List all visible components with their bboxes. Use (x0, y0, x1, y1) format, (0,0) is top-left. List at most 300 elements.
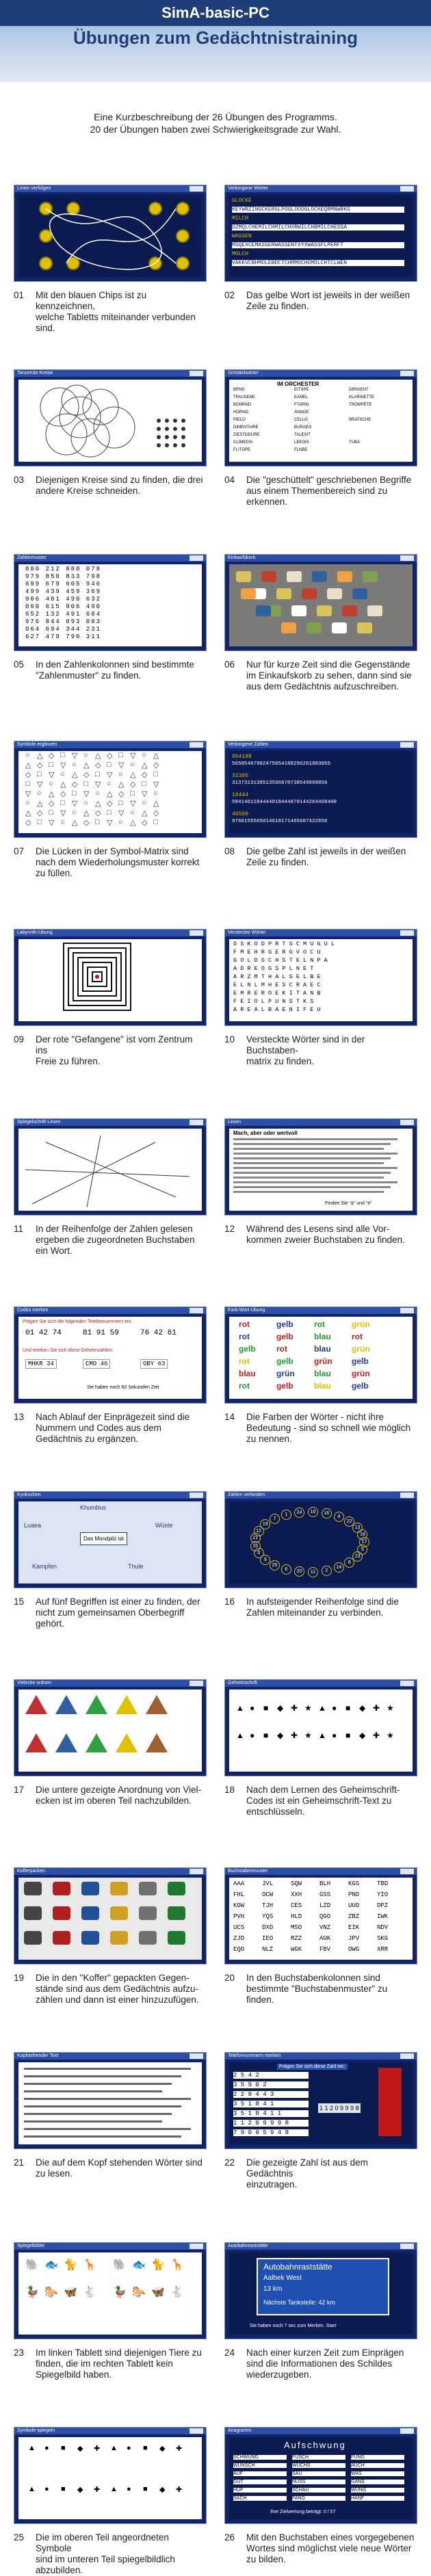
secret-code: OBY 63 (140, 1359, 168, 1369)
screen-content (229, 2062, 413, 2144)
symbol-cell: □ (60, 799, 65, 807)
word-row: MSQEXCEMASSERWASSENTXYXWASSFLPERFT (232, 242, 404, 248)
symbol-cell: □ (83, 780, 88, 788)
letter-row: A R E A L B A E N I F E U (233, 1006, 321, 1013)
screen-titlebar (225, 2428, 417, 2434)
screen-titlebar (225, 2243, 417, 2250)
symbol-cell: ◇ (72, 780, 78, 789)
letter-cell: UCS (233, 1924, 245, 1931)
exercise-screenshot (224, 185, 417, 282)
number-node[interactable]: 15 (250, 1541, 261, 1551)
solved-word: DIRIGENT (349, 388, 369, 392)
exercise-card (14, 2427, 207, 2576)
symbol-cell: ○ (60, 770, 65, 778)
letter-cell: FBV (319, 1946, 331, 1953)
cipher-glyph: ▲ (236, 1731, 244, 1740)
exercise-description: Nach einer kurzen Zeit zum Einprägen sind die Informationen des Schildes wiederzugeben. (246, 2348, 404, 2380)
polygon-shape[interactable] (55, 1733, 77, 1752)
symbol-cell: ◇ (49, 752, 55, 760)
packed-item-icon (110, 1931, 128, 1945)
exercise-card (224, 1679, 417, 1817)
exercise-description: Während des Lesens sind alle Vor- kommen zweier Buchstaben zu finden. (246, 1224, 405, 1245)
symbol-cell: △ (153, 800, 159, 808)
text-line (233, 1172, 391, 1174)
exercise-screenshot (224, 2427, 417, 2524)
mirror-symbol: ◆ (77, 2445, 83, 2453)
exercise-caption (14, 475, 207, 497)
scrambled-word: CELLO (294, 418, 308, 422)
polygon-shape[interactable] (86, 1695, 107, 1714)
packed-item-icon (53, 1882, 70, 1895)
scrambled-word: LEEOIS (294, 441, 309, 445)
symbol-cell: ○ (142, 799, 146, 807)
exercise-caption (224, 475, 417, 508)
symbol-cell: ○ (60, 818, 65, 826)
exercise-screenshot (224, 1306, 417, 1404)
symbol-cell: ◇ (95, 761, 101, 770)
screen-title: Zahlen verbinden (228, 1493, 265, 1497)
anagram-entry: WUCHS (292, 2463, 345, 2468)
basket-item-icon (256, 605, 271, 616)
symbol-cell: △ (130, 771, 136, 779)
letter-cell: DPZ (377, 1902, 389, 1909)
letter-cell: EIK (348, 1924, 360, 1931)
screen-title: Verborgene Wörter (228, 186, 269, 191)
phone-number: 76 42 61 (140, 1329, 177, 1337)
screen-titlebar (225, 370, 417, 377)
symbol-cell: ◇ (153, 809, 159, 817)
animal-icon: 🦆 (25, 2287, 39, 2298)
packed-item-icon (139, 1882, 157, 1895)
mirror-symbol: ▲ (110, 2444, 118, 2452)
symbol-cell: ▽ (153, 780, 159, 789)
screen-content (18, 564, 202, 646)
symbol-cell: ▽ (130, 752, 136, 760)
animal-icon: 🐎 (132, 2287, 146, 2298)
screen-title: Tanzende Kreise (17, 371, 53, 376)
word-row: KEYWRZINGCKERGLPOGLOODGLOCKEQRMNWRKG (232, 207, 404, 213)
basket-item-icon (317, 605, 332, 616)
exercise-number: 08 (224, 846, 235, 856)
screen-content (18, 1129, 202, 1211)
number-row: 979 850 833 798 (25, 573, 102, 580)
symbol-cell: △ (49, 790, 55, 798)
symbol-cell: ○ (83, 751, 88, 759)
polygon-shape[interactable] (25, 1733, 47, 1752)
symbol-cell: △ (72, 819, 78, 827)
exercise-number: 22 (224, 2157, 235, 2168)
anagram-entry: FUNG (351, 2455, 404, 2460)
color-word: grün (352, 1369, 370, 1378)
number-node[interactable]: 25 (270, 1560, 280, 1570)
symbol-cell: ▽ (49, 771, 55, 779)
exercise-screenshot (224, 1491, 417, 1588)
exercise-description: Nur für kurze Zeit sind die Gegenstände im Einkaufskorb zu sehen, dann sind sie aus dem Gedächtnis aufzuschreiben. (246, 659, 412, 692)
symbol-cell: △ (95, 800, 101, 808)
symbol-cell: △ (37, 752, 43, 760)
symbol-cell: □ (72, 789, 77, 798)
mirror-symbol: ◆ (159, 2486, 166, 2494)
number-node[interactable]: 3 (254, 1548, 264, 1558)
screen-content (229, 1690, 413, 1772)
animal-icon: 🦋 (151, 2287, 165, 2298)
app-logo-icon (190, 930, 203, 936)
number-node[interactable]: 5 (357, 1545, 367, 1555)
term-word: Khumbus (80, 1504, 107, 1511)
color-word: gelb (276, 1356, 293, 1366)
symbol-cell: ○ (153, 789, 158, 798)
animal-icon: 🦋 (64, 2287, 77, 2298)
letter-cell: IWK (377, 1913, 389, 1920)
polygon-shape[interactable] (86, 1733, 107, 1752)
screen-titlebar (225, 2053, 417, 2060)
symbol-cell: △ (25, 809, 31, 817)
exercise-description: Versteckte Wörter sind in der Buchstaben- matrix zu finden. (246, 1034, 365, 1066)
number-line: 5841461184444018444870144264468400 (232, 800, 337, 805)
color-word: gelb (276, 1381, 293, 1391)
symbol-cell: ◇ (49, 800, 55, 808)
anagram-entry: FANG (292, 2496, 345, 2501)
color-word: rot (239, 1356, 250, 1366)
number-node[interactable]: 8 (344, 1558, 354, 1568)
animal-icon: 🐇 (83, 2287, 96, 2298)
exercise-caption (14, 1785, 207, 1806)
symbol-cell: △ (142, 809, 148, 817)
screen-title: Buchstabenmuster (228, 1869, 268, 1874)
animal-icon: 🐘 (113, 2259, 127, 2271)
symbol-cell: □ (37, 818, 42, 826)
scrambled-word: EITSPE (294, 388, 309, 392)
anagram-entry: GUT (233, 2480, 287, 2484)
cipher-glyph: ◆ (359, 1703, 366, 1713)
screen-title: Versteckte Wörter (228, 930, 266, 935)
exercise-number: 06 (224, 659, 235, 670)
number-line: 9760155565014610171465607422656 (232, 819, 328, 824)
letter-cell: VNZ (319, 1924, 331, 1931)
screen-content (18, 1690, 202, 1772)
number-node[interactable]: 10 (308, 1507, 318, 1517)
screen-titlebar (225, 1492, 417, 1499)
symbol-cell: ▽ (49, 819, 55, 827)
phone-row: 3 5 9 0 2 (233, 2081, 309, 2088)
phone-row: 2 5 4 2 (233, 2072, 309, 2079)
exercise-caption (224, 659, 417, 692)
text-line (233, 1181, 397, 1183)
app-logo-icon (400, 1120, 414, 1125)
number-node[interactable]: 18 (357, 1529, 367, 1540)
exercise-caption (14, 1224, 207, 1257)
upside-down-line (24, 2075, 181, 2077)
number-row: 880 212 880 078 (25, 566, 102, 573)
sign-next: Nächste Tankstelle: 42 km (263, 2299, 335, 2306)
exercise-description: Diejenigen Kreise sind zu finden, die drei andere Kreise schneiden. (36, 475, 203, 496)
app-logo-icon (190, 1493, 203, 1498)
screen-titlebar (225, 1680, 417, 1687)
anagram-entry: SAU (292, 2471, 345, 2476)
exercise-card (224, 554, 417, 692)
letter-cell: XXH (291, 1891, 302, 1898)
number-node[interactable]: 2 (322, 1566, 332, 1576)
scrambled-word: BONPAEI (233, 403, 252, 407)
anagram-entry: NUSS (292, 2480, 345, 2484)
scrambled-word: CLIMEDSI (233, 441, 253, 445)
screen-content (229, 939, 413, 1021)
screen-title: Kofferpacken (17, 1869, 46, 1874)
color-word: rot (239, 1319, 250, 1329)
screen-content (18, 1878, 202, 1960)
mirror-symbol: ▲ (110, 2485, 118, 2493)
symbol-cell: ○ (83, 799, 88, 807)
polygon-shape[interactable] (146, 1695, 168, 1714)
letter-cell: SKG (377, 1935, 389, 1942)
anagram-entry: WUNG (351, 2488, 404, 2493)
anagram-entry: HUF (233, 2488, 287, 2493)
scrambled-word: TPAUSENE (233, 395, 255, 399)
packed-item-icon (81, 1931, 99, 1945)
basket-item-icon (352, 588, 367, 599)
symbol-cell: ▽ (60, 761, 66, 770)
screen-content (229, 751, 413, 833)
symbol-cell: △ (25, 761, 31, 770)
exercise-number: 16 (224, 1596, 235, 1607)
letter-row: E M R E R O E K I T A N B (233, 990, 321, 997)
anagram-entry: WUNSCH (233, 2463, 287, 2468)
app-logo-icon (190, 1681, 203, 1686)
symbol-cell: ▽ (83, 790, 90, 798)
cipher-glyph: ● (250, 1703, 255, 1713)
mirror-symbol: ✚ (176, 2486, 183, 2494)
number-row: 627 479 790 311 (25, 633, 102, 640)
exercise-card (14, 1867, 207, 2006)
number-line: 3137313138513596870738549899856 (232, 780, 328, 786)
packed-item-icon (81, 1882, 99, 1895)
phone-row: 2 2 8 4 4 3 (233, 2091, 309, 2098)
word-row: MILCH (232, 215, 249, 222)
symbol-cell: ○ (130, 761, 135, 769)
number-row: 906 401 490 632 (25, 596, 102, 603)
basket-item-icon (281, 622, 296, 633)
symbol-cell: ▽ (118, 761, 125, 770)
exercise-card (14, 2242, 207, 2380)
symbol-cell: ◇ (37, 761, 43, 770)
animal-icon: 🐈 (64, 2259, 77, 2271)
exercise-description: Die Farben der Wörter - nicht ihre Bedeutung - sind so schnell wie möglich zu nennen. (246, 1412, 411, 1444)
number-node[interactable]: 11 (308, 1567, 318, 1577)
upside-down-line (24, 2120, 162, 2122)
anagram-entry: AUCH (351, 2463, 404, 2468)
exercise-card (224, 2427, 417, 2565)
screen-titlebar (14, 555, 206, 562)
tangle-lines (18, 195, 202, 278)
anagram-entry: GANS (351, 2480, 404, 2484)
color-word: grün (314, 1356, 332, 1366)
screen-content (229, 380, 413, 462)
mirror-symbol: ■ (61, 2444, 66, 2452)
color-word: grün (276, 1369, 295, 1378)
symbol-cell: □ (118, 799, 123, 807)
exercise-screenshot (14, 929, 207, 1026)
exercise-caption (224, 846, 417, 868)
exercise-card (224, 1867, 417, 2006)
basket-item-icon (236, 571, 251, 582)
screen-content (229, 1878, 413, 1960)
topic-heading: IM ORCHESTER (277, 381, 319, 387)
number-node[interactable]: 4 (334, 1512, 344, 1522)
animal-icon: 🦆 (113, 2287, 127, 2298)
symbol-cell: □ (25, 780, 30, 788)
page-title: SimA-basic-PC (161, 4, 270, 21)
number-node[interactable]: 13 (352, 1523, 363, 1533)
word-row: VAKKVCBHMOLEBDCTCHMMOCHOMOLCHTCLWEN (232, 260, 404, 266)
symbol-cell: ▽ (60, 809, 66, 817)
letter-cell: PND (348, 1891, 360, 1898)
screen-content (18, 380, 202, 462)
number-node[interactable]: 19 (260, 1519, 270, 1529)
number-node[interactable]: 20 (294, 1566, 304, 1577)
exercise-number: 20 (224, 1973, 235, 1983)
symbol-cell: ▽ (118, 809, 125, 817)
symbol-cell: △ (142, 761, 148, 770)
mirror-symbol: ● (44, 2444, 49, 2452)
exercise-number: 26 (224, 2532, 235, 2542)
symbol-cell: ◇ (130, 780, 136, 789)
number-node[interactable]: 21 (250, 1533, 261, 1543)
number-node[interactable]: 12 (254, 1526, 264, 1536)
upside-down-line (24, 2105, 181, 2107)
packed-item-icon (53, 1931, 70, 1945)
symbol-cell: □ (95, 818, 100, 826)
number-node[interactable]: 22 (344, 1516, 354, 1527)
exercise-description: Nach Ablauf der Einprägezeit sind die Nummern und Codes aus dem Gedächtnis zu ergänzen. (36, 1412, 190, 1444)
letter-cell: ZBZ (348, 1913, 360, 1920)
packed-item-icon (168, 1931, 185, 1945)
app-logo-icon (400, 930, 414, 936)
number-node[interactable]: 16 (322, 1508, 332, 1519)
screen-titlebar (14, 1680, 206, 1687)
symbol-cell: □ (130, 789, 135, 798)
number-node[interactable]: 6 (281, 1564, 291, 1575)
mirror-symbol: ✚ (176, 2445, 183, 2453)
basket-item-icon (367, 605, 382, 616)
color-word: blau (314, 1381, 331, 1391)
letter-cell: OWG (348, 1946, 360, 1953)
symbol-cell: ○ (49, 780, 53, 788)
app-logo-icon (400, 1493, 414, 1498)
text-line (233, 1162, 384, 1164)
exercise-description: Auf fünf Begriffen ist einer zu finden, der nicht zum gemeinsamen Oberbegriff gehört. (36, 1596, 200, 1629)
polygon-shape[interactable] (55, 1695, 77, 1714)
scrambled-word: ANNGE (294, 410, 309, 415)
scrambled-word: DIMENTAIRE (233, 425, 259, 430)
letter-cell: AAA (233, 1880, 245, 1887)
anagram-entry: AUF (233, 2471, 287, 2476)
circles-canvas[interactable] (18, 380, 202, 463)
exercise-screenshot (14, 741, 207, 838)
exercise-card (14, 185, 207, 334)
polygon-shape[interactable] (116, 1733, 138, 1752)
animal-icon: 🐘 (25, 2259, 39, 2271)
letter-cell: LZD (319, 1902, 331, 1909)
solved-word: KLARINETTE (349, 395, 375, 399)
letter-cell: WGK (291, 1946, 302, 1953)
app-logo-icon (190, 742, 203, 748)
exercise-description: In aufsteigender Reihenfolge sind die Zahlen miteinander zu verbinden. (246, 1596, 399, 1618)
app-logo-icon (400, 742, 414, 748)
exercise-caption (14, 1973, 207, 2006)
exercise-number: 18 (224, 1785, 235, 1795)
symbol-cell: □ (107, 809, 112, 817)
exercise-number: 19 (14, 1973, 25, 1983)
symbol-cell: □ (60, 751, 65, 759)
number-node[interactable]: 24 (294, 1508, 304, 1518)
symbol-cell: □ (118, 751, 123, 759)
screen-titlebar (225, 1868, 417, 1875)
basket-item-icon (342, 605, 357, 616)
symbol-cell: □ (37, 770, 42, 778)
word-row: MOLCH (232, 251, 249, 257)
exercise-screenshot (224, 1867, 417, 1964)
exercise-screenshot (14, 369, 207, 466)
letter-cell: UUO (348, 1902, 360, 1909)
app-logo-icon (190, 1869, 203, 1874)
polygon-shape[interactable] (116, 1695, 138, 1714)
screen-title: Anagramm (228, 2428, 252, 2433)
exercise-description: Im linken Tablett sind diejenigen Tiere zu finden, die im rechten Tablett kein Spiegelbild haben. (36, 2348, 202, 2380)
exercise-description: In den Buchstabenkolonnen sind bestimmte "Buchstabenmuster" zu finden. (246, 1973, 388, 2005)
cipher-glyph: ■ (263, 1731, 269, 1740)
scrambled-word: HORNO (233, 410, 249, 415)
exercise-card (224, 929, 417, 1067)
screen-titlebar (225, 930, 417, 936)
screen-title: Vielecke ordnen (17, 1681, 52, 1685)
number-node[interactable]: 9 (260, 1555, 270, 1565)
polygon-shape[interactable] (146, 1733, 168, 1752)
letter-cell: JVL (262, 1880, 274, 1887)
number-node[interactable]: 1 (281, 1510, 291, 1520)
screen-titlebar (14, 1868, 206, 1875)
exercise-description: In den Zahlenkolonnen sind bestimmte "Zahlenmuster" zu finden. (36, 659, 194, 681)
target-number: 31385 (232, 773, 249, 779)
cipher-glyph: ■ (263, 1703, 269, 1713)
mirror-symbol: ● (127, 2485, 131, 2493)
exercise-caption (14, 659, 207, 681)
exercise-description: Das gelbe Wort ist jeweils in der weißen Zeile zu finden. (246, 290, 410, 311)
exercise-description: Die Lücken in der Symbol-Matrix sind nach dem Wiederholungsmuster korrekt zu füllen. (36, 846, 200, 878)
number-node[interactable]: 7 (270, 1514, 280, 1524)
symbol-cell: ▽ (25, 790, 31, 798)
symbol-cell: ○ (118, 818, 123, 826)
number-node[interactable]: 17 (359, 1537, 369, 1547)
letter-cell: KOW (233, 1902, 245, 1909)
animal-icon: 🐟 (132, 2259, 146, 2271)
exercise-description: Die "geschüttelt" geschriebenen Begriffe aus einem Themenbereich sind zu erkennen. (246, 475, 412, 507)
symbol-cell: ◇ (37, 809, 43, 817)
number-row: 064 694 344 231 (25, 626, 102, 633)
maze-canvas[interactable] (18, 939, 202, 1023)
exercise-caption (14, 1596, 207, 1629)
anagram-entry: SACH (233, 2496, 287, 2501)
number-node[interactable]: 14 (334, 1562, 344, 1573)
number-node[interactable]: 23 (352, 1551, 363, 1562)
letter-cell: HLD (291, 1913, 302, 1920)
text-line (233, 1138, 397, 1140)
exercise-description: Die auf dem Kopf stehenden Wörter sind zu lesen. (36, 2157, 203, 2179)
symbol-cell: ▽ (72, 800, 78, 808)
polygon-shape[interactable] (25, 1695, 47, 1714)
exercise-number: 07 (14, 846, 25, 856)
exercise-screenshot (14, 2427, 207, 2524)
screen-content (229, 2252, 413, 2335)
